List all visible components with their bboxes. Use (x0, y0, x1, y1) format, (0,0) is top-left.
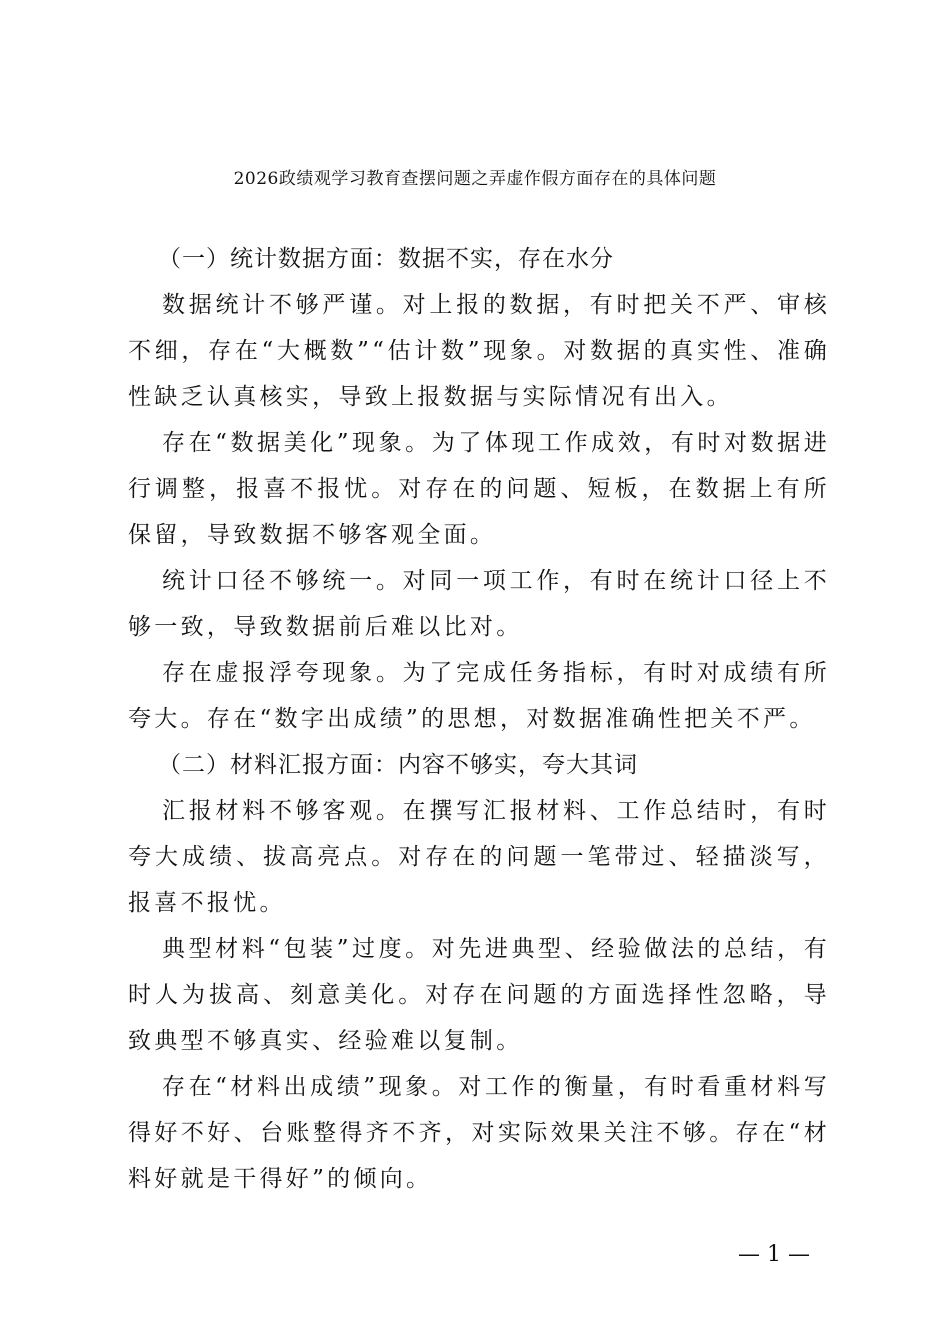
paragraph: 汇报材料不够客观。在撰写汇报材料、工作总结时，有时夸大成绩、拔高亮点。对存在的问题一笔带过、轻描淡写，报喜不报忧。 (128, 798, 830, 916)
paragraph: 统计口径不够统一。对同一项工作，有时在统计口径上不够一致，导致数据前后难以比对。 (128, 568, 830, 640)
paragraph: 典型材料“包装”过度。对先进典型、经验做法的总结，有时人为拔高、刻意美化。对存在问题的方面选择性忽略，导致典型不够真实、经验难以复制。 (128, 936, 830, 1054)
document-title: 2026政绩观学习教育查摆问题之弄虚作假方面存在的具体问题 (233, 169, 717, 189)
paragraph: 数据统计不够严谨。对上报的数据，有时把关不严、审核不细，存在“大概数”“估计数”现象。对数据的真实性、准确性缺乏认真核实，导致上报数据与实际情况有出入。 (128, 292, 830, 410)
section-heading: （二）材料汇报方面：内容不够实，夸大其词 (158, 752, 638, 778)
paragraph: 存在“材料出成绩”现象。对工作的衡量，有时看重材料写得好不好、台账整得齐不齐，对实际效果关注不够。存在“材料好就是干得好”的倾向。 (128, 1074, 830, 1192)
section-materials (128, 742, 830, 1202)
section-heading: （一）统计数据方面：数据不实，存在水分 (158, 246, 614, 272)
page-number: — 1 — (738, 1242, 810, 1267)
document-body (128, 236, 830, 1202)
paragraph: 存在虚报浮夸现象。为了完成任务指标，有时对成绩有所夸大。存在“数字出成绩”的思想，对数据准确性把关不严。 (128, 660, 830, 732)
section-statistics (128, 236, 830, 742)
paragraph: 存在“数据美化”现象。为了体现工作成效，有时对数据进行调整，报喜不报忧。对存在的问题、短板，在数据上有所保留，导致数据不够客观全面。 (128, 430, 830, 548)
